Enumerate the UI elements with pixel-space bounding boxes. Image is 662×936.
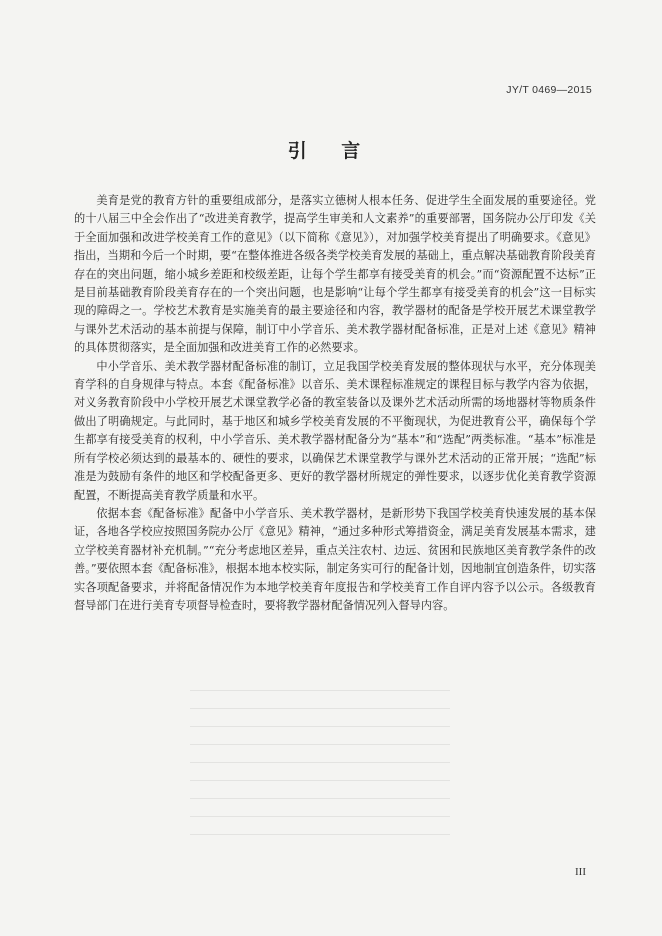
- document-code: JY/T 0469—2015: [506, 84, 592, 96]
- paragraph-2: 中小学音乐、美术教学器材配备标准的制订，立足我国学校美育发展的整体现状与水平，充分体现美育学科的自身规律与特点。本套《配备标准》以音乐、美术课程标准规定的课程目标与教学内容为依据，对义务教育阶段中小学校开展艺术课堂教学必备的教室装备以及课外艺术活动所需的场地器材等物质条件做出了明确规定。与此同时，基于地区和城乡学校美育发展的不平衡现状，为促进教育公平，确保每个学生都享有接受美育的权利，中小学音乐、美术教学器材配备分为“基本”和“选配”两类标准。“基本”标准是所有学校必须达到的最基本的、硬性的要求，以确保艺术课堂教学与课外艺术活动的正常开展；“选配”标准是为鼓励有条件的地区和学校配备更多、更好的教学器材所规定的弹性要求，以逐步优化美育教学资源配置，不断提高美育教学质量和水平。: [74, 359, 596, 502]
- page-title: 引 言: [287, 140, 375, 162]
- body-text: [74, 192, 596, 615]
- page-number: III: [575, 866, 586, 878]
- show-through-texture: [190, 690, 450, 850]
- paragraph-1: 美育是党的教育方针的重要组成部分，是落实立德树人根本任务、促进学生全面发展的重要途径。党的十八届三中全会作出了“改进美育教学，提高学生审美和人文素养”的重要部署，国务院办公厅印发《关于全面加强和改进学校美育工作的意见》（以下简称《意见》），对加强学校美育提出了明确要求。《意见》指出，当期和今后一个时期，要“在整体推进各级各类学校美育发展的基础上，重点解决基础教育阶段美育存在的突出问题，缩小城乡差距和校级差距，让每个学生都享有接受美育的机会。”而“资源配置不达标”正是目前基础教育阶段美育存在的一个突出问题，也是影响“让每个学生都享有接受美育的机会”这一目标实现的障碍之一。学校艺术教育是实施美育的最主要途径和内容，教学器材的配备是学校开展艺术课堂教学与课外艺术活动的基本前提与保障，制订中小学音乐、美术教学器材配备标准，正是对上述《意见》精神的具体贯彻落实，是全面加强和改进美育工作的必然要求。: [74, 194, 596, 355]
- paragraph-3: 依据本套《配备标准》配备中小学音乐、美术教学器材，是新形势下我国学校美育快速发展的基本保证，各地各学校应按照国务院办公厅《意见》精神，“通过多种形式筹措资金，满足美育发展基本需求，建立学校美育器材补充机制。”“充分考虑地区差异，重点关注农村、边远、贫困和民族地区美育教学条件的改善。”要依照本套《配备标准》，根据本地本校实际，制定务实可行的配备计划，因地制宜创造条件，切实落实各项配备要求，并将配备情况作为本地学校美育年度报告和学校美育工作自评内容予以公示。各级教育督导部门在进行美育专项督导检查时，要将教学器材配备情况列入督导内容。: [74, 506, 596, 612]
